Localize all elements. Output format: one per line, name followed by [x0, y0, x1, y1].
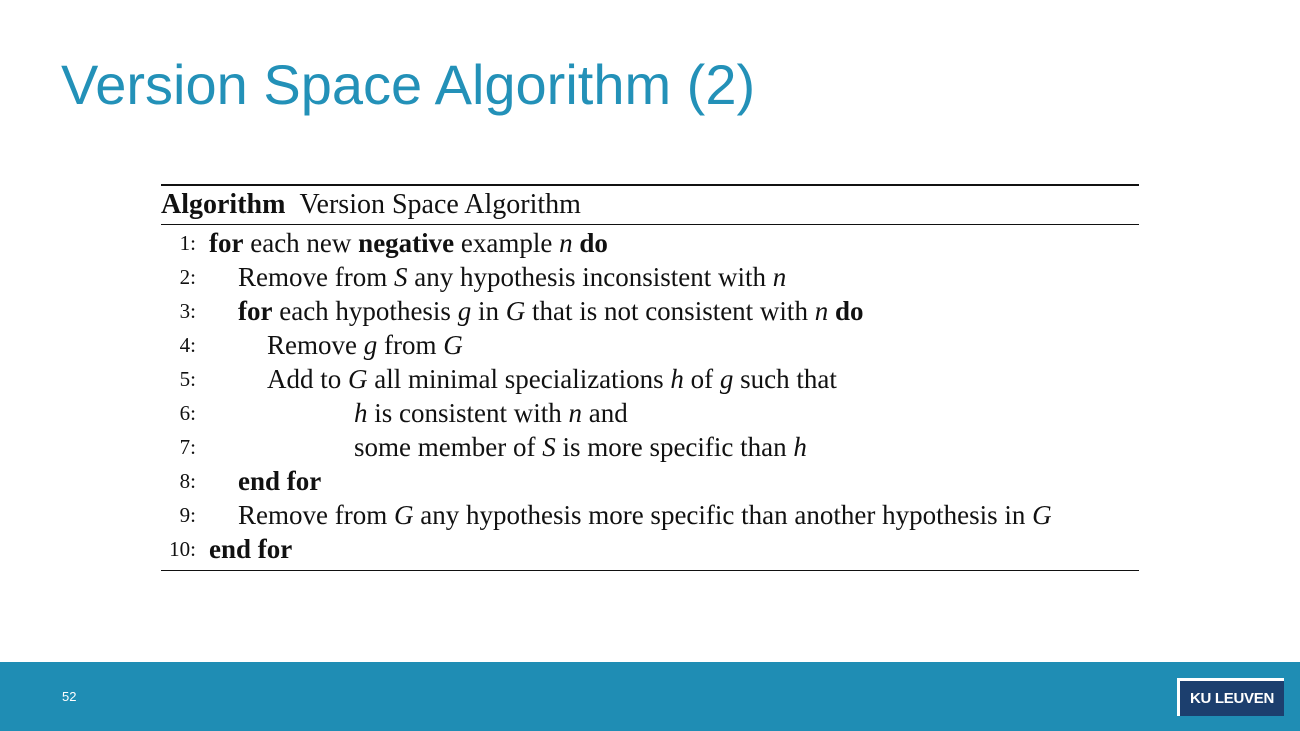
keyword: negative [358, 228, 455, 258]
line-code [238, 260, 786, 294]
algorithm-line [161, 464, 1139, 498]
code-text: and [582, 398, 628, 428]
line-code [354, 396, 628, 430]
line-number: 7: [179, 435, 196, 459]
algorithm-bottom-rule [161, 570, 1139, 571]
line-code [238, 294, 863, 328]
ku-leuven-logo [1177, 678, 1284, 716]
code-text: is more specific than [555, 432, 794, 462]
math-variable: G [505, 296, 526, 326]
keyword: do [579, 228, 608, 258]
code-text: such that [733, 364, 837, 394]
math-variable: G [348, 364, 368, 394]
math-variable: n [814, 296, 829, 326]
math-variable: G [1032, 500, 1052, 530]
line-number: 9: [179, 503, 196, 527]
code-text: Remove from [238, 262, 394, 292]
algorithm-line [161, 532, 1139, 566]
line-number: 3: [179, 299, 196, 323]
math-variable: S [542, 432, 556, 462]
line-code [267, 362, 837, 396]
algorithm-line [161, 260, 1139, 294]
footer-bar [0, 662, 1300, 731]
algorithm-block [161, 184, 1139, 571]
algorithm-line [161, 362, 1139, 396]
code-text: that is not consistent with [525, 296, 815, 326]
page-number: 52 [62, 689, 77, 704]
math-variable: h [793, 432, 807, 462]
math-variable: G [393, 500, 414, 530]
math-variable: g [719, 364, 734, 394]
line-code [209, 226, 608, 260]
code-text: of [683, 364, 720, 394]
math-variable: h [354, 398, 368, 428]
algorithm-line [161, 294, 1139, 328]
code-text: any hypothesis inconsistent with [407, 262, 773, 292]
code-text: Remove from [238, 500, 394, 530]
algorithm-caption-title: Version Space Algorithm [299, 189, 581, 220]
line-code [238, 498, 1052, 532]
keyword: end for [209, 534, 293, 564]
code-text: each hypothesis [272, 296, 458, 326]
algorithm-lines [161, 225, 1139, 570]
math-variable: n [568, 398, 582, 428]
code-text: any hypothesis more specific than another hypothesis in [413, 500, 1033, 530]
code-text: some member of [354, 432, 543, 462]
algorithm-line [161, 498, 1139, 532]
algorithm-line [161, 226, 1139, 260]
algorithm-caption-keyword: Algorithm [161, 189, 286, 220]
keyword: for [238, 296, 273, 326]
line-code [354, 430, 807, 464]
line-code [238, 464, 321, 498]
code-text: all minimal specializations [367, 364, 671, 394]
keyword: end for [238, 466, 322, 496]
algorithm-caption [161, 186, 1139, 224]
line-number: 4: [179, 333, 196, 357]
math-variable: g [457, 296, 472, 326]
code-text: from [377, 330, 444, 360]
math-variable: G [443, 330, 463, 360]
line-code [267, 328, 463, 362]
line-code [209, 532, 292, 566]
algorithm-line [161, 328, 1139, 362]
algorithm-line [161, 396, 1139, 430]
line-number: 5: [179, 367, 196, 391]
line-number: 1: [179, 231, 196, 255]
slide-title: Version Space Algorithm (2) [61, 53, 756, 116]
math-variable: h [670, 364, 684, 394]
line-number: 10: [169, 537, 196, 561]
code-text: Add to [267, 364, 348, 394]
code-text: example [454, 228, 560, 258]
line-number: 8: [179, 469, 196, 493]
line-number: 2: [179, 265, 196, 289]
line-number: 6: [179, 401, 196, 425]
math-variable: g [363, 330, 378, 360]
code-text: in [471, 296, 506, 326]
ku-leuven-logo-text: KU LEUVEN [1180, 681, 1284, 716]
code-text: is consistent with [367, 398, 569, 428]
code-text: each new [243, 228, 359, 258]
math-variable: S [393, 262, 408, 292]
code-text [828, 296, 835, 326]
math-variable: n [772, 262, 787, 292]
keyword: do [834, 296, 864, 326]
keyword: for [209, 228, 244, 258]
math-variable: n [559, 228, 573, 258]
algorithm-line [161, 430, 1139, 464]
code-text: Remove [267, 330, 364, 360]
